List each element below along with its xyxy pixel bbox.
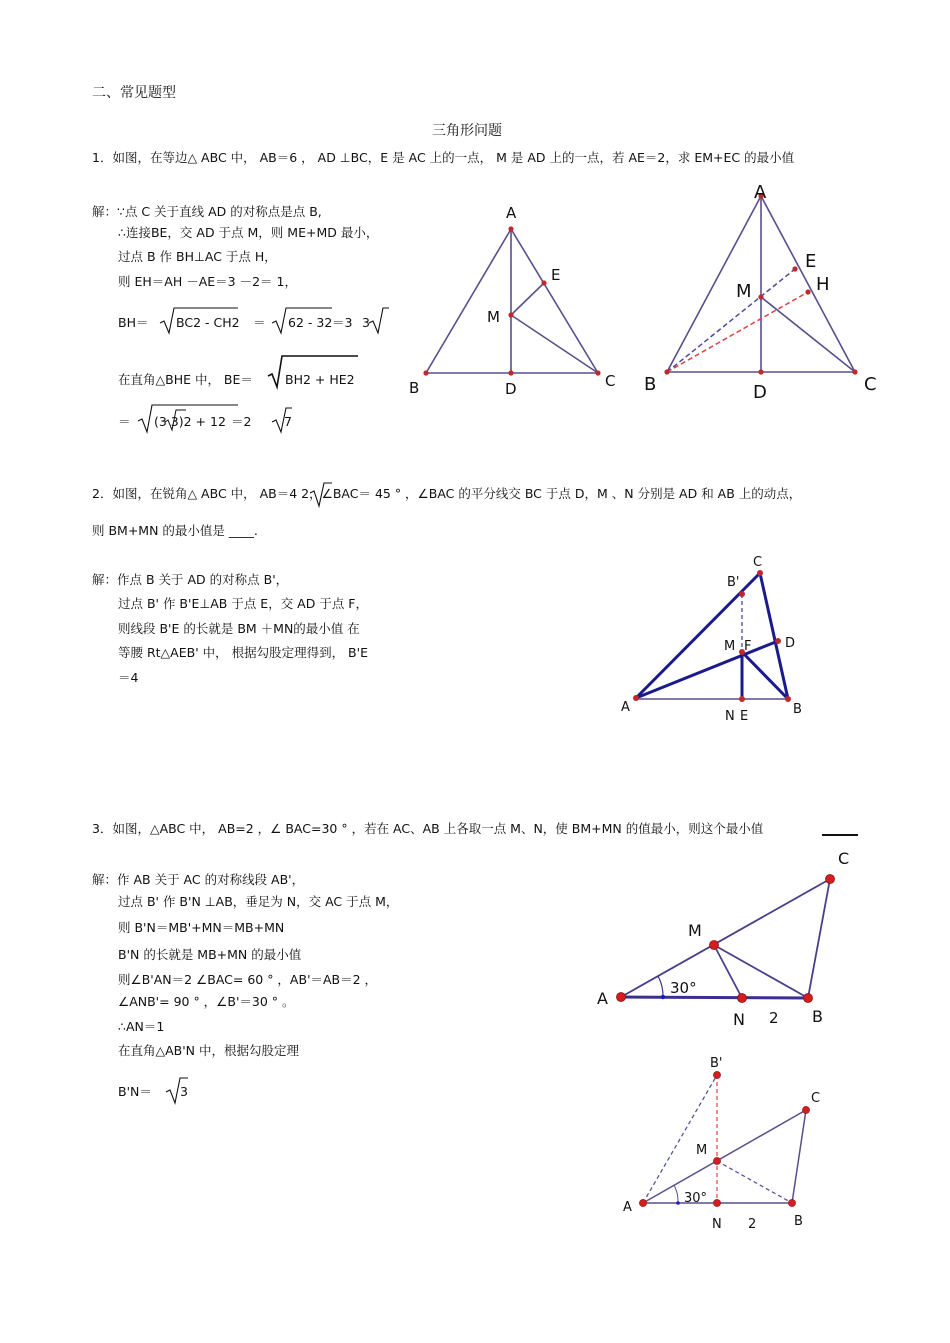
p2-question-2: 则 BM+MN 的最小值是 ____. [92,523,258,538]
p2-question: 2．如图，在锐角△ ABC 中， AB＝4 2，∠BAC＝ 45 ° ，∠BAC 的平分线交 BC 于点 D，M 、N 分别是 AD 和 AB 上的动点， [92,486,802,501]
label-D: D [785,636,796,651]
label-A: A [506,204,517,222]
p1-figure-a [400,200,630,400]
p3-line-8: 在直角△AB'N 中，根据勾股定理 [118,1043,300,1058]
label-A: A [623,1200,632,1215]
p2-radical [308,481,334,509]
label-E: E [805,251,817,272]
p2-line-3: 则线段 B'E 的长就是 BM ＋MN的最小值 在 [118,621,360,636]
label-B: B [793,702,802,717]
label-M: M [724,639,736,654]
label-A: A [597,989,608,1008]
p3-line-1: 解：作 AB 关于 AC 的对称线段 AB'， [92,872,305,887]
label-B: B [794,1214,803,1229]
label-M: M [696,1143,708,1158]
p3-line-7: ∴AN＝1 [118,1019,165,1034]
p3-bn-prefix: B'N＝ [118,1084,152,1099]
p1-bh-radicand-1: BC2 - CH2 [176,315,240,330]
label-C: C [864,374,877,395]
p3-line-6: ∠ANB'= 90 ° ，∠B'＝30 ° 。 [118,994,295,1009]
label-N: N [712,1217,722,1232]
label-length: 2 [748,1217,757,1232]
p3-question: 3．如图，△ABC 中， AB=2 ，∠ BAC=30 ° ，若在 AC、AB 上各取一点 M、N，使 BM+MN 的值最小，则这个最小值 [92,821,764,836]
p2-figure [610,548,820,728]
p3-line-3: 则 B'N＝MB'+MN＝MB+MN [118,920,285,935]
p1-bh-radicand-2: 62 - 32 [288,315,333,330]
topic-title: 三角形问题 [432,123,502,139]
label-N: N [733,1010,745,1029]
label-B: B [812,1007,823,1026]
label-C: C [811,1091,821,1106]
p1-be2-result: ＝2 [231,414,252,429]
p1-bh-result: ＝3 [332,315,353,330]
label-M: M [736,281,752,302]
p2-line-5: ＝4 [118,670,139,685]
p2-line-4: 等腰 Rt△AEB' 中， 根据勾股定理得到， B'E [118,645,368,660]
p1-be-prefix: 在直角△BHE 中， BE＝ [118,372,253,387]
label-B: B [644,374,657,395]
label-D: D [505,380,517,398]
p3-line-5: 则∠B'AN＝2 ∠BAC= 60 ° ，AB'＝AB＝2 ， [118,972,378,987]
label-C: C [838,849,850,868]
label-length: 2 [769,1009,779,1027]
label-B: B [409,379,420,397]
p2-line-1: 解：作点 B 关于 AD 的对称点 B'， [92,572,289,587]
label-M: M [487,308,500,326]
label-angle: 30° [670,979,697,997]
label-F: F [744,639,752,654]
label-N: N [725,709,735,724]
p3-figure-b [615,1050,835,1240]
section-heading: 二、常见题型 [92,85,176,101]
p1-line-3: 过点 B 作 BH⊥AC 于点 H， [118,249,277,264]
p1-bh-prefix: BH＝ [118,315,149,330]
p1-be2-radicand: (3 3)2 + 12 [154,414,226,429]
p1-figure-b [640,178,890,403]
p1-be2-prefix: ＝ [118,414,131,429]
p3-figure-a [590,845,870,1035]
label-E: E [740,709,749,724]
p1-line-2: ∴连接BE，交 AD 于点 M，则 ME+MD 最小， [118,225,379,240]
p3-answer-blank [822,834,858,836]
label-C: C [753,555,763,570]
p3-line-2: 过点 B' 作 B'N ⊥AB，垂足为 N，交 AC 于点 M， [118,894,399,909]
p3-bn-radicand: 3 [180,1084,188,1099]
label-H: H [816,274,830,295]
p1-question: 1．如图，在等边△ ABC 中， AB＝6 ， AD ⊥BC，E 是 AC 上的一点， M 是 AD 上的一点，若 AE＝2，求 EM+EC 的最小值 [92,150,795,165]
label-M: M [688,921,702,940]
label-Bprime: B' [727,575,740,590]
p1-bh-coef: 3 [362,315,370,330]
p2-line-2: 过点 B' 作 B'E⊥AB 于点 E，交 AD 于点 F， [118,596,368,611]
label-E: E [551,266,561,284]
label-A: A [621,700,630,715]
label-C: C [605,372,616,390]
label-A: A [754,182,767,203]
label-angle: 30° [684,1191,708,1206]
p3-line-4: B'N 的长就是 MB+MN 的最小值 [118,947,302,962]
label-D: D [753,382,767,403]
p1-be-radicand: BH2 + HE2 [285,372,355,387]
p1-be2-last: 7 [284,414,292,429]
p1-bh-equals: ＝ [253,315,266,330]
p1-line-1: 解：∵点 C 关于直线 AD 的对称点是点 B, [92,204,322,219]
label-Bprime: B' [710,1056,723,1071]
p1-bh-radical-3 [367,306,391,336]
p1-line-4: 则 EH＝AH －AE＝3 －2＝ 1， [118,274,297,289]
